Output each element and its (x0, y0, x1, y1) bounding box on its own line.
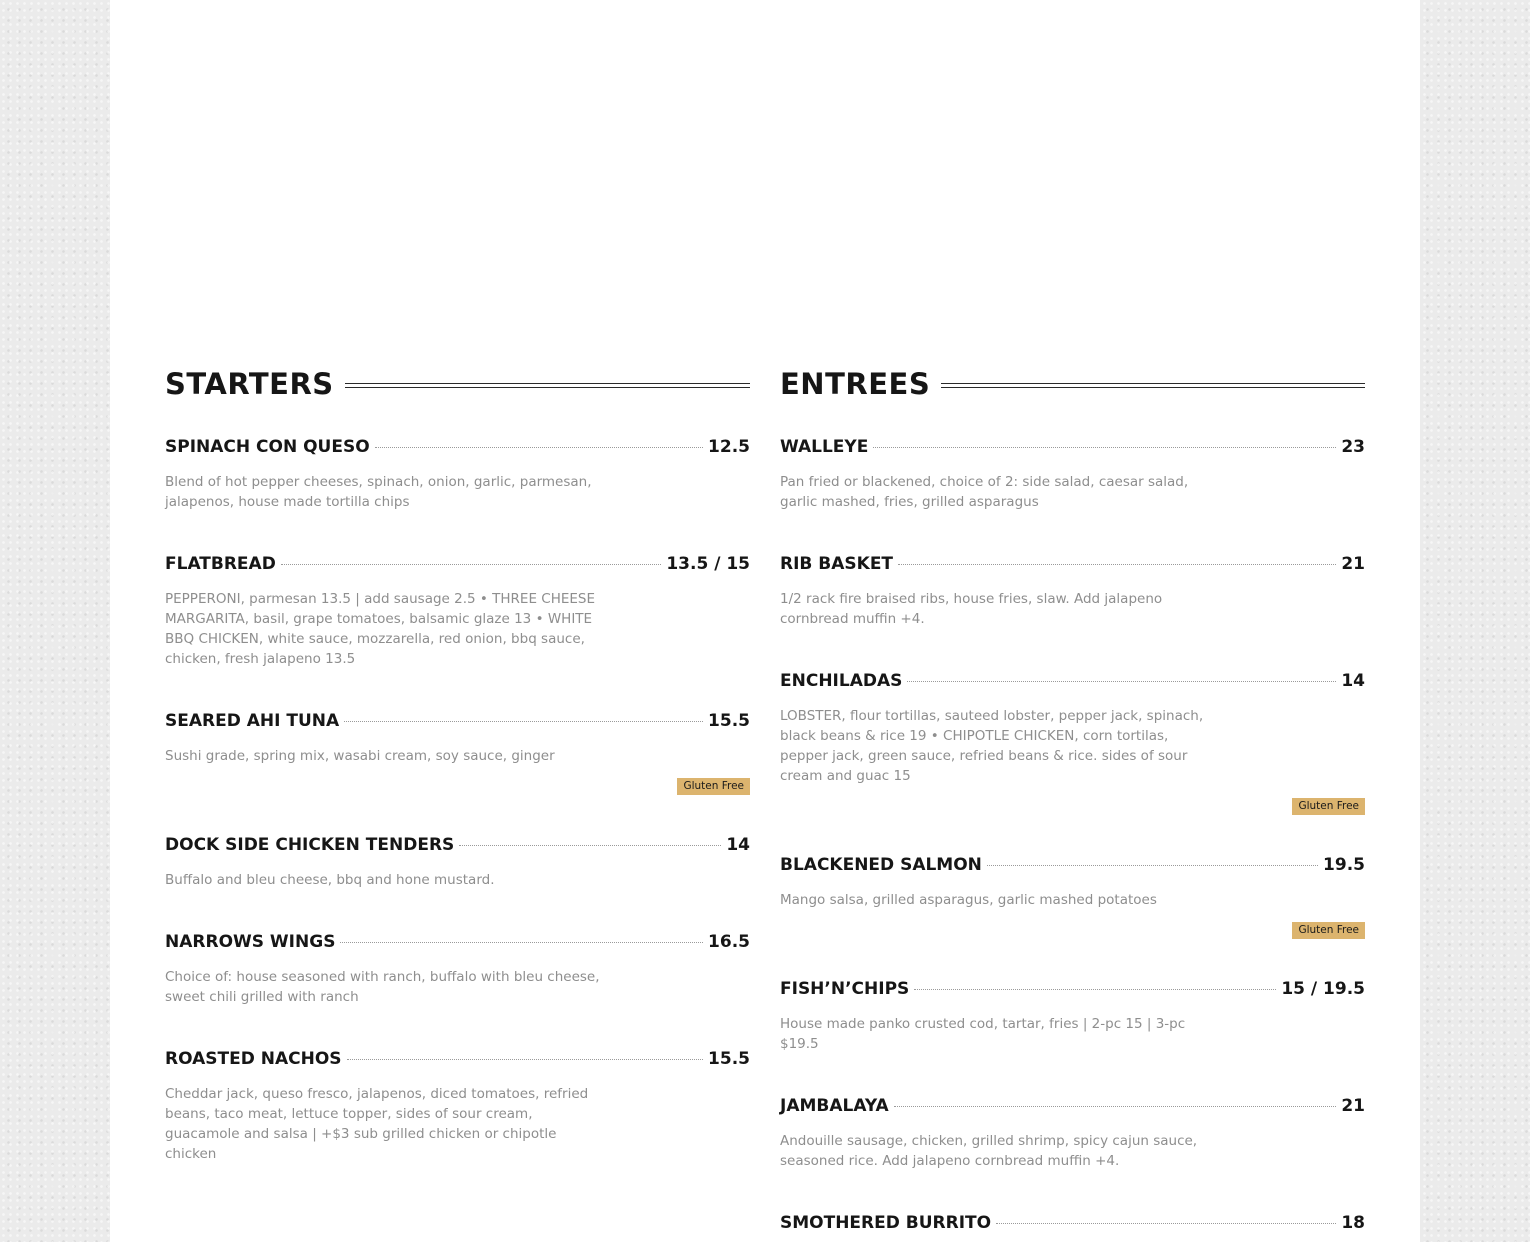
menu-item (165, 553, 750, 669)
menu-item-header (165, 1048, 750, 1070)
menu-item-name: DOCK SIDE CHICKEN TENDERS (165, 835, 455, 855)
menu-item-header (780, 1095, 1365, 1117)
menu-item (780, 1095, 1365, 1171)
menu-item-header (165, 834, 750, 856)
menu-item-price: 14 (726, 835, 750, 855)
gluten-free-badge: Gluten Free (1292, 922, 1365, 939)
menu-item (165, 436, 750, 512)
menu-item-name: SPINACH CON QUESO (165, 437, 370, 457)
dot-leader (340, 942, 703, 943)
menu-item-name: ENCHILADAS (780, 671, 903, 691)
menu-item-header (780, 1212, 1365, 1234)
menu-item (165, 1048, 750, 1164)
menu-item-name: BLACKENED SALMON (780, 855, 982, 875)
menu-item-name: NARROWS WINGS (165, 932, 336, 952)
menu-item (165, 710, 750, 795)
menu-item-price: 21 (1341, 554, 1365, 574)
badge-row (165, 778, 750, 795)
menu-item-header (780, 436, 1365, 458)
dot-leader (459, 845, 721, 846)
menu-item-price: 13.5 / 15 (666, 554, 750, 574)
menu-item-price: 15.5 (708, 1049, 750, 1069)
menu-item-description: Choice of: house seasoned with ranch, buffalo with bleu cheese, sweet chili grilled with ranch (165, 969, 600, 1005)
badge-row (780, 922, 1365, 939)
starters-header (165, 366, 750, 402)
menu-item-header (780, 978, 1365, 1000)
menu-item-price: 18 (1341, 1213, 1365, 1233)
dot-leader (344, 721, 703, 722)
menu-item (780, 1212, 1365, 1234)
menu-item-price: 21 (1341, 1096, 1365, 1116)
menu-item-description: LOBSTER, flour tortillas, sauteed lobster, pepper jack, spinach, black beans & rice 19 • CHIPOTLE CHICKEN, corn tortilas, pepper jack, green sauce, refried beans & rice. sides of sour cream and guac 15 (780, 708, 1204, 784)
menu-item-name: FLATBREAD (165, 554, 276, 574)
gluten-free-badge: Gluten Free (1292, 798, 1365, 815)
menu-item-description: Andouille sausage, chicken, grilled shrimp, spicy cajun sauce, seasoned rice. Add jalapeno cornbread muffin +4. (780, 1133, 1198, 1169)
dot-leader (898, 564, 1336, 565)
menu-item-description: House made panko crusted cod, tartar, fries | 2-pc 15 | 3-pc $19.5 (780, 1016, 1186, 1052)
menu-item-header (165, 710, 750, 732)
menu-item-description: Mango salsa, grilled asparagus, garlic mashed potatoes (780, 892, 1157, 908)
menu-item-price: 15.5 (708, 711, 750, 731)
menu-item-description: PEPPERONI, parmesan 13.5 | add sausage 2.5 • THREE CHEESE MARGARITA, basil, grape tomatoes, balsamic glaze 13 • WHITE BBQ CHICKEN, white sauce, mozzarella, red onion, bbq sauce, chicken, fresh jalapeno 13.5 (165, 591, 596, 667)
menu-item-name: ROASTED NACHOS (165, 1049, 342, 1069)
menu-item-name: FISH’N’CHIPS (780, 979, 910, 999)
menu-item (780, 854, 1365, 939)
dot-leader (907, 681, 1336, 682)
menu-item-name: SMOTHERED BURRITO (780, 1213, 992, 1233)
gluten-free-badge: Gluten Free (677, 778, 750, 795)
menu-item (780, 978, 1365, 1054)
dot-leader (375, 447, 703, 448)
menu-item (165, 931, 750, 1007)
menu-item-header (165, 436, 750, 458)
menu-item-name: JAMBALAYA (780, 1096, 889, 1116)
dot-leader (914, 989, 1276, 990)
menu-item-description: Pan fried or blackened, choice of 2: side salad, caesar salad, garlic mashed, fries, grilled asparagus (780, 474, 1189, 510)
menu-item-name: RIB BASKET (780, 554, 894, 574)
menu-item (780, 436, 1365, 512)
menu-item-price: 15 / 19.5 (1281, 979, 1365, 999)
dot-leader (347, 1059, 704, 1060)
menu-item-name: SEARED AHI TUNA (165, 711, 340, 731)
menu-item (165, 834, 750, 890)
menu-item-price: 19.5 (1323, 855, 1365, 875)
dot-leader (894, 1106, 1337, 1107)
menu-item-name: WALLEYE (780, 437, 869, 457)
menu-item-header (780, 854, 1365, 876)
menu-item-price: 14 (1341, 671, 1365, 691)
menu-item-header (165, 553, 750, 575)
menu-item-description: 1/2 rack fire braised ribs, house fries, slaw. Add jalapeno cornbread muffin +4. (780, 591, 1163, 627)
entrees-header (780, 366, 1365, 402)
menu-item (780, 670, 1365, 815)
menu-item-description: Cheddar jack, queso fresco, jalapenos, diced tomatoes, refried beans, taco meat, lettuce topper, sides of sour cream, guacamole and salsa | +$3 sub grilled chicken or chipotle chicken (165, 1086, 589, 1162)
menu-item-description: Sushi grade, spring mix, wasabi cream, soy sauce, ginger (165, 748, 555, 764)
section-title: ENTREES (780, 367, 931, 401)
menu-item (780, 553, 1365, 629)
menu-item-price: 16.5 (708, 932, 750, 952)
dot-leader (873, 447, 1336, 448)
section-divider (345, 383, 750, 388)
menu-item-header (165, 931, 750, 953)
section-divider (941, 383, 1365, 388)
menu-page (110, 0, 1420, 1242)
menu-item-header (780, 553, 1365, 575)
dot-leader (281, 564, 662, 565)
dot-leader (996, 1223, 1336, 1224)
menu-item-description: Buffalo and bleu cheese, bbq and hone mustard. (165, 872, 495, 888)
section-title: STARTERS (165, 367, 334, 401)
dot-leader (987, 865, 1318, 866)
menu-item-price: 23 (1341, 437, 1365, 457)
badge-row (780, 798, 1365, 815)
menu-item-header (780, 670, 1365, 692)
menu-item-price: 12.5 (708, 437, 750, 457)
menu-item-description: Blend of hot pepper cheeses, spinach, onion, garlic, parmesan, jalapenos, house made tortilla chips (165, 474, 592, 510)
